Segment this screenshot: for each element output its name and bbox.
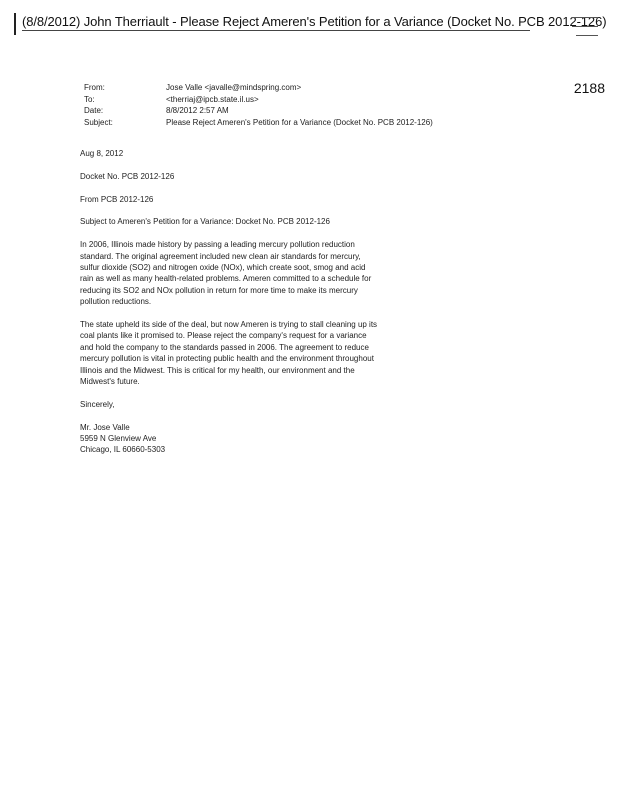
meta-row-subject <box>84 117 433 129</box>
letter-date: Aug 8, 2012 <box>80 149 124 158</box>
letter-body <box>80 148 380 456</box>
meta-row-date <box>84 105 433 117</box>
date-label: Date: <box>84 106 104 116</box>
email-meta-block <box>84 82 433 128</box>
letter-paragraph-2: The state upheld its side of the deal, but now Ameren is trying to stall cleaning up its coal plants like it promised to. Please reject the company's request for a variance and hold the company to the standards passed in 2006. The agreement to reduce mercury pollution is vital in protecting public health and the environment throughout Illinois and the Midwest. This is critical for my health, our environment and the Midwest's future. <box>80 320 378 387</box>
signer-city: Chicago, IL 60660-5303 <box>80 445 166 455</box>
page-number: 2188 <box>573 80 605 96</box>
header-title: (8/8/2012) John Therriault - Please Reject Ameren's Petition for a Variance (Docket No. PCB 2012-126) <box>22 14 607 29</box>
meta-row-to <box>84 94 433 106</box>
from-label: From: <box>84 83 105 92</box>
corner-mark-top <box>572 17 598 18</box>
letter-from-line: From PCB 2012-126 <box>80 194 154 204</box>
subject-label: Subject: <box>84 117 113 127</box>
corner-mark-middle <box>572 26 598 27</box>
meta-row-from <box>84 82 433 94</box>
letter-docket: Docket No. PCB 2012-126 <box>80 171 175 181</box>
date-value: 8/8/2012 2:57 AM <box>166 106 229 116</box>
signer-name: Mr. Jose Valle <box>80 422 130 432</box>
letter-closing: Sincerely, <box>80 399 115 409</box>
signer-address: 5959 N Glenview Ave <box>80 434 157 444</box>
header-underline <box>22 30 530 31</box>
letter-subject-line: Subject to Ameren's Petition for a Variance: Docket No. PCB 2012-126 <box>80 217 330 227</box>
from-value: Jose Valle <javalle@mindspring.com> <box>166 83 302 92</box>
signature-block <box>80 422 380 456</box>
to-label: To: <box>84 94 95 104</box>
to-value: <therriaj@ipcb.state.il.us> <box>166 94 259 104</box>
corner-mark-bottom <box>576 35 598 36</box>
letter-paragraph-1: In 2006, Illinois made history by passing a leading mercury pollution reduction standard. The original agreement included new clean air standards for mercury, sulfur dioxide (SO2) and nitrogen oxide (NOx), which create soot, smog and acid rain as well as many health-related problems. Ameren committed to a schedule for reducing its SO2 and NOx pollution in return for more time to make its mercury pollution reductions. <box>80 240 372 307</box>
document-header <box>14 13 607 35</box>
subject-value: Please Reject Ameren's Petition for a Variance (Docket No. PCB 2012-126) <box>166 117 433 127</box>
